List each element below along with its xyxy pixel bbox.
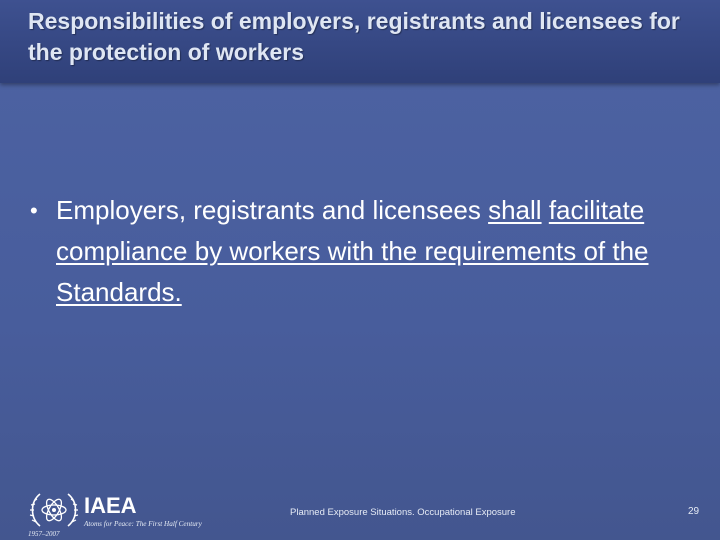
iaea-logo	[28, 484, 218, 538]
page-number: 29	[688, 506, 700, 517]
bullet-text-underlined-shall: shall	[488, 195, 542, 225]
bullet-text-underlined-rest: facilitate compliance by workers with the requirements of the Standards.	[56, 195, 649, 307]
footer-caption: Planned Exposure Situations. Occupational Exposure	[290, 507, 516, 518]
bullet-marker: •	[30, 198, 38, 223]
bullet-item	[30, 190, 670, 313]
logo-years: 1957–2007	[28, 530, 60, 538]
bullet-text-plain: Employers, registrants and licensees	[56, 195, 489, 225]
logo-tagline: Atoms for Peace: The First Half Century	[84, 520, 202, 528]
bullet-text	[56, 190, 670, 313]
slide-title: Responsibilities of employers, registrants and licensees for the protection of workers	[28, 8, 680, 65]
logo-text: IAEA	[84, 493, 137, 518]
atom-laurel-icon	[30, 494, 78, 526]
